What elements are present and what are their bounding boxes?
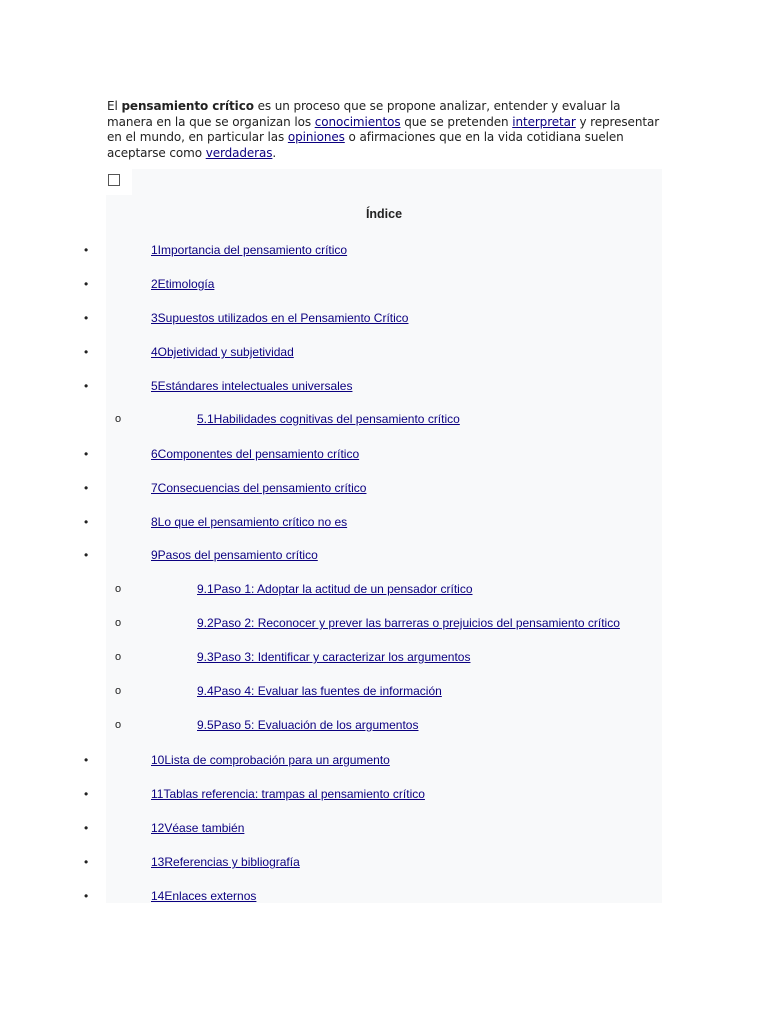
toc-link[interactable]: 5.1Habilidades cognitivas del pensamiento crítico xyxy=(197,412,460,426)
toc-item xyxy=(0,513,768,531)
toc-title: Índice xyxy=(365,207,403,221)
toc-item xyxy=(0,785,768,803)
toc-bullet: • xyxy=(84,345,89,359)
intro-text-4: y representar en el mundo, en particular las xyxy=(107,114,660,145)
toc-sub-bullet: o xyxy=(115,583,122,595)
toc-bullet: • xyxy=(84,787,89,801)
toc-item xyxy=(0,445,768,463)
toc-item xyxy=(0,853,768,871)
toc-link[interactable]: 11Tablas referencia: trampas al pensamiento crítico xyxy=(151,787,425,801)
toc-link[interactable]: 9.5Paso 5: Evaluación de los argumentos xyxy=(197,718,419,732)
link-opiniones[interactable]: opiniones xyxy=(287,130,345,145)
toc-item xyxy=(0,377,768,395)
toc-link[interactable]: 10Lista de comprobación para un argumento xyxy=(151,753,390,767)
toc-bullet: • xyxy=(84,311,89,325)
toc-link[interactable]: 7Consecuencias del pensamiento crítico xyxy=(151,481,367,495)
link-interpretar[interactable]: interpretar xyxy=(512,114,576,129)
intro-text-5: o afirmaciones que en la vida cotidiana suelen aceptarse como xyxy=(107,130,624,160)
toc-bullet: • xyxy=(84,481,89,495)
toc-bullet: • xyxy=(84,889,89,903)
toc-item xyxy=(0,241,768,259)
toc-link[interactable]: 9.3Paso 3: Identificar y caracterizar los argumentos xyxy=(197,650,471,664)
toc-item xyxy=(0,682,768,700)
toc-sub-bullet: o xyxy=(115,719,122,731)
intro-text-3: que se pretenden xyxy=(400,114,513,129)
toc-item xyxy=(0,614,768,632)
toc-link[interactable]: 4Objetividad y subjetividad xyxy=(151,345,294,359)
toc-item xyxy=(0,819,768,837)
intro-paragraph xyxy=(107,99,663,161)
toc-bullet: • xyxy=(84,243,89,257)
toc-link[interactable]: 9.1Paso 1: Adoptar la actitud de un pensador crítico xyxy=(197,582,473,596)
toc-item xyxy=(0,309,768,327)
toc-sub-bullet: o xyxy=(115,617,122,629)
toc-link[interactable]: 9Pasos del pensamiento crítico xyxy=(151,548,318,562)
toc-item xyxy=(0,479,768,497)
intro-text-1: El xyxy=(107,99,122,113)
toc-item xyxy=(0,410,768,428)
intro-text-6: . xyxy=(272,145,277,160)
toc-sub-bullet: o xyxy=(115,685,122,697)
toc-bullet: • xyxy=(84,277,89,291)
toc-bullet: • xyxy=(84,753,89,767)
toc-bullet: • xyxy=(84,447,89,461)
link-conocimientos[interactable]: conocimientos xyxy=(314,114,401,129)
toc-link[interactable]: 5Estándares intelectuales universales xyxy=(151,379,353,393)
toc-link[interactable]: 13Referencias y bibliografía xyxy=(151,855,300,869)
toc-item xyxy=(0,343,768,361)
toc-item xyxy=(0,580,768,598)
toc-toggle-checkbox[interactable] xyxy=(108,174,120,186)
toc-link[interactable]: 1Importancia del pensamiento crítico xyxy=(151,243,348,257)
toc-sub-bullet: o xyxy=(115,413,122,425)
toc-item xyxy=(0,648,768,666)
toc-link[interactable]: 6Componentes del pensamiento crítico xyxy=(151,447,360,461)
toc-link[interactable]: 12Véase también xyxy=(151,821,245,835)
toc-bullet: • xyxy=(84,548,89,562)
toc-link[interactable]: 9.2Paso 2: Reconocer y prever las barreras o prejuicios del pensamiento crítico xyxy=(197,616,620,630)
intro-bold-term: pensamiento crítico xyxy=(121,99,254,113)
toc-sub-bullet: o xyxy=(115,651,122,663)
toc-link[interactable]: 2Etimología xyxy=(151,277,215,291)
toc-link[interactable]: 14Enlaces externos xyxy=(151,889,257,903)
toc-link[interactable]: 9.4Paso 4: Evaluar las fuentes de información xyxy=(197,684,442,698)
toc-bullet: • xyxy=(84,379,89,393)
toc-item xyxy=(0,546,768,564)
toc-bullet: • xyxy=(84,855,89,869)
toc-link[interactable]: 3Supuestos utilizados en el Pensamiento Crítico xyxy=(151,311,409,325)
toc-item xyxy=(0,887,768,905)
toc-item xyxy=(0,275,768,293)
link-verdaderas[interactable]: verdaderas xyxy=(205,145,273,160)
intro-text-2: es un proceso que se propone analizar, entender y evaluar la manera en la que se organizan los xyxy=(107,99,621,129)
toc-item xyxy=(0,716,768,734)
toc-item xyxy=(0,751,768,769)
toc-bullet: • xyxy=(84,515,89,529)
toc-link[interactable]: 8Lo que el pensamiento crítico no es xyxy=(151,515,348,529)
toc-bullet: • xyxy=(84,821,89,835)
